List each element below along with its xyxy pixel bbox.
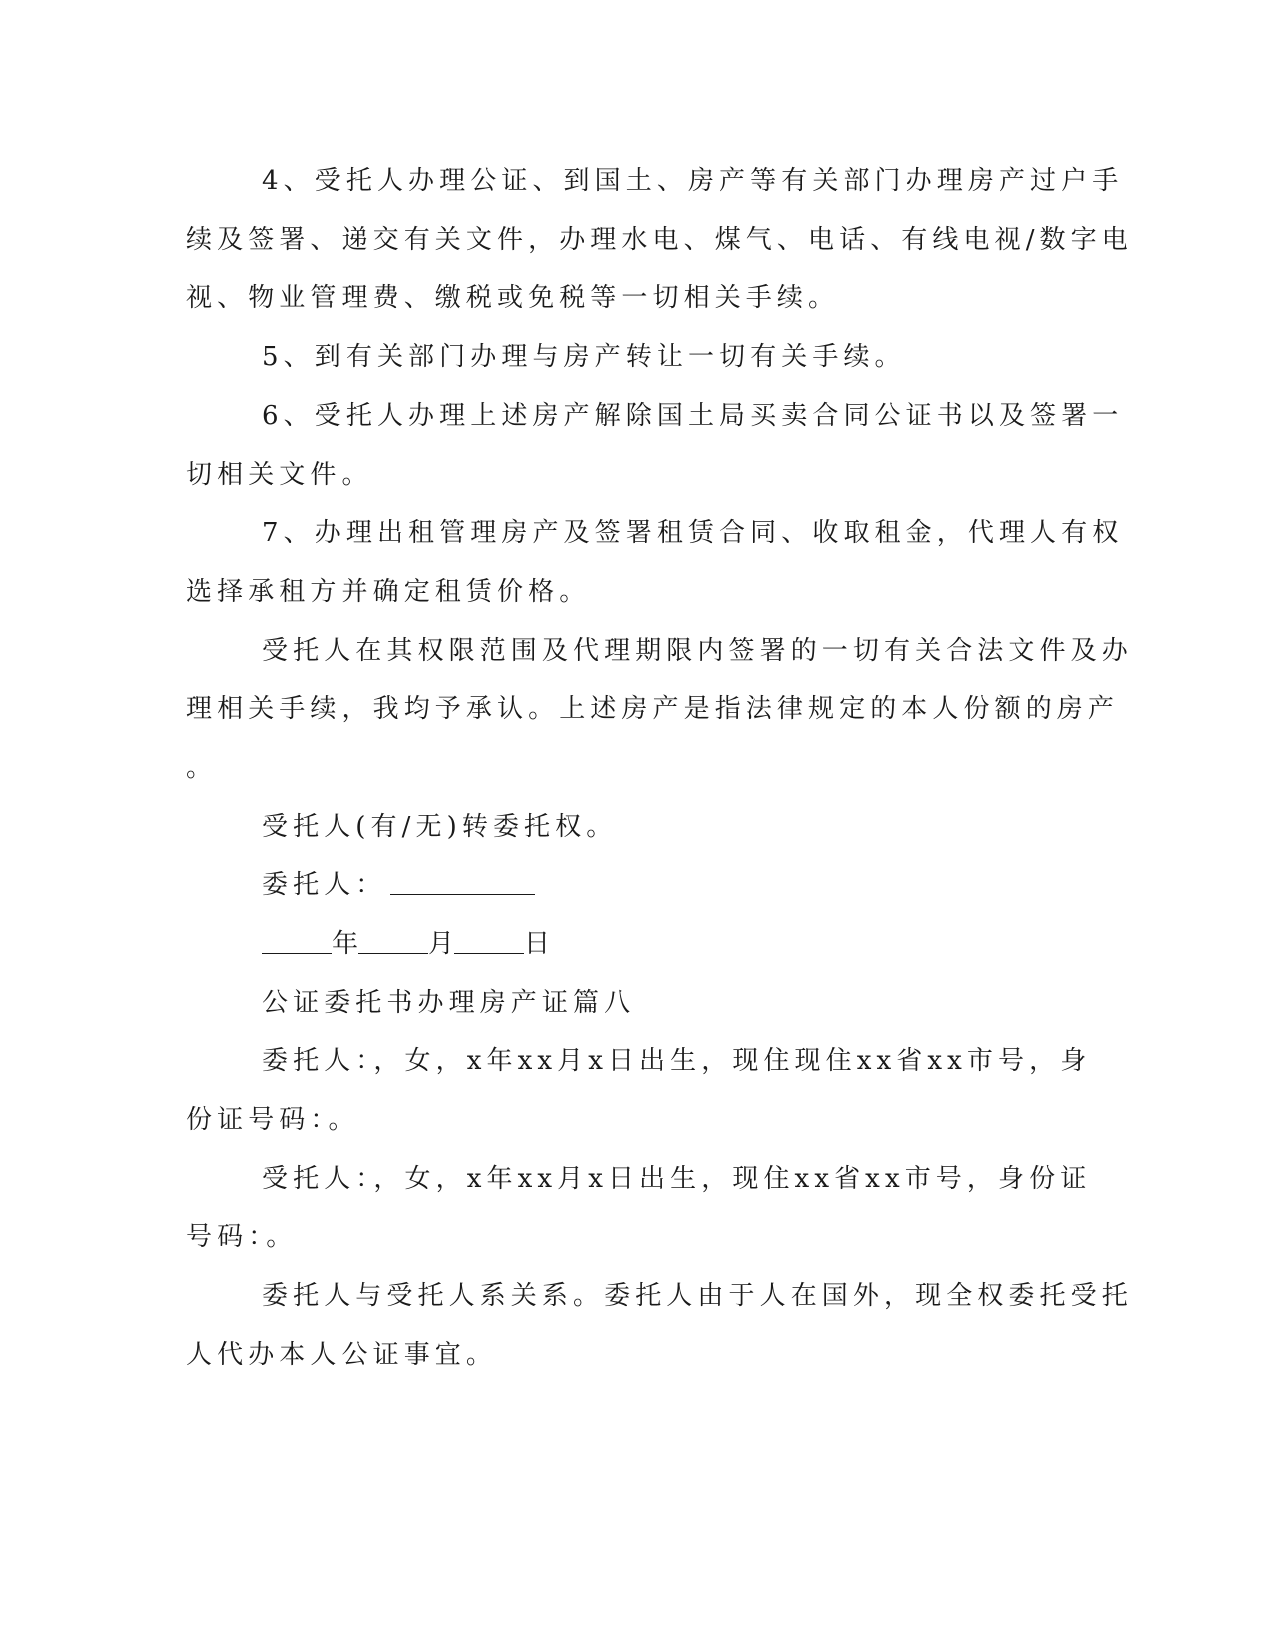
month-blank <box>358 931 428 954</box>
date-line <box>262 929 1142 959</box>
paragraph-line: 受托人在其权限范围及代理期限内签署的一切有关合法文件及办 <box>262 636 1133 666</box>
paragraph-line: 选择承租方并确定租赁价格。 <box>186 577 591 607</box>
paragraph-line: 份证号码：。 <box>186 1105 360 1135</box>
date-day-label: 日 <box>524 929 551 959</box>
year-blank <box>262 931 332 954</box>
paragraph-line: 切相关文件。 <box>186 460 373 490</box>
section-heading: 公证委托书办理房产证篇八 <box>262 988 636 1018</box>
paragraph-line: 受托人：，女，x年xx月x日出生，现住xx省xx市号，身份证 <box>262 1164 1092 1194</box>
date-month-label: 月 <box>428 929 455 959</box>
paragraph-line: 人代办本人公证事宜。 <box>186 1340 498 1370</box>
day-blank <box>454 931 524 954</box>
paragraph-line: 7、办理出租管理房产及签署租赁合同、收取租金，代理人有权 <box>262 518 1124 548</box>
signature-blank <box>390 872 535 895</box>
paragraph-line: 续及签署、递交有关文件，办理水电、煤气、电话、有线电视/数字电 <box>186 225 1133 255</box>
paragraph-line: 委托人与受托人系关系。委托人由于人在国外，现全权委托受托 <box>262 1281 1133 1311</box>
paragraph-line: 5、到有关部门办理与房产转让一切有关手续。 <box>262 342 906 372</box>
paragraph-line: 委托人：，女，x年xx月x日出生，现住现住xx省xx市号，身 <box>262 1046 1092 1076</box>
paragraph-line: 4、受托人办理公证、到国土、房产等有关部门办理房产过户手 <box>262 166 1124 196</box>
paragraph-line: 号码：。 <box>186 1222 298 1252</box>
paragraph-line: 视、物业管理费、缴税或免税等一切相关手续。 <box>186 283 840 313</box>
date-year-label: 年 <box>332 929 359 959</box>
signature-label: 委托人： <box>262 870 387 900</box>
paragraph-line: 6、受托人办理上述房产解除国土局买卖合同公证书以及签署一 <box>262 401 1124 431</box>
paragraph-line: 理相关手续，我均予承认。上述房产是指法律规定的本人份额的房产 <box>186 694 1120 724</box>
signature-line <box>262 870 1142 900</box>
paragraph-line: 。 <box>186 753 218 783</box>
paragraph-line: 受托人(有/无)转委托权。 <box>262 812 618 842</box>
